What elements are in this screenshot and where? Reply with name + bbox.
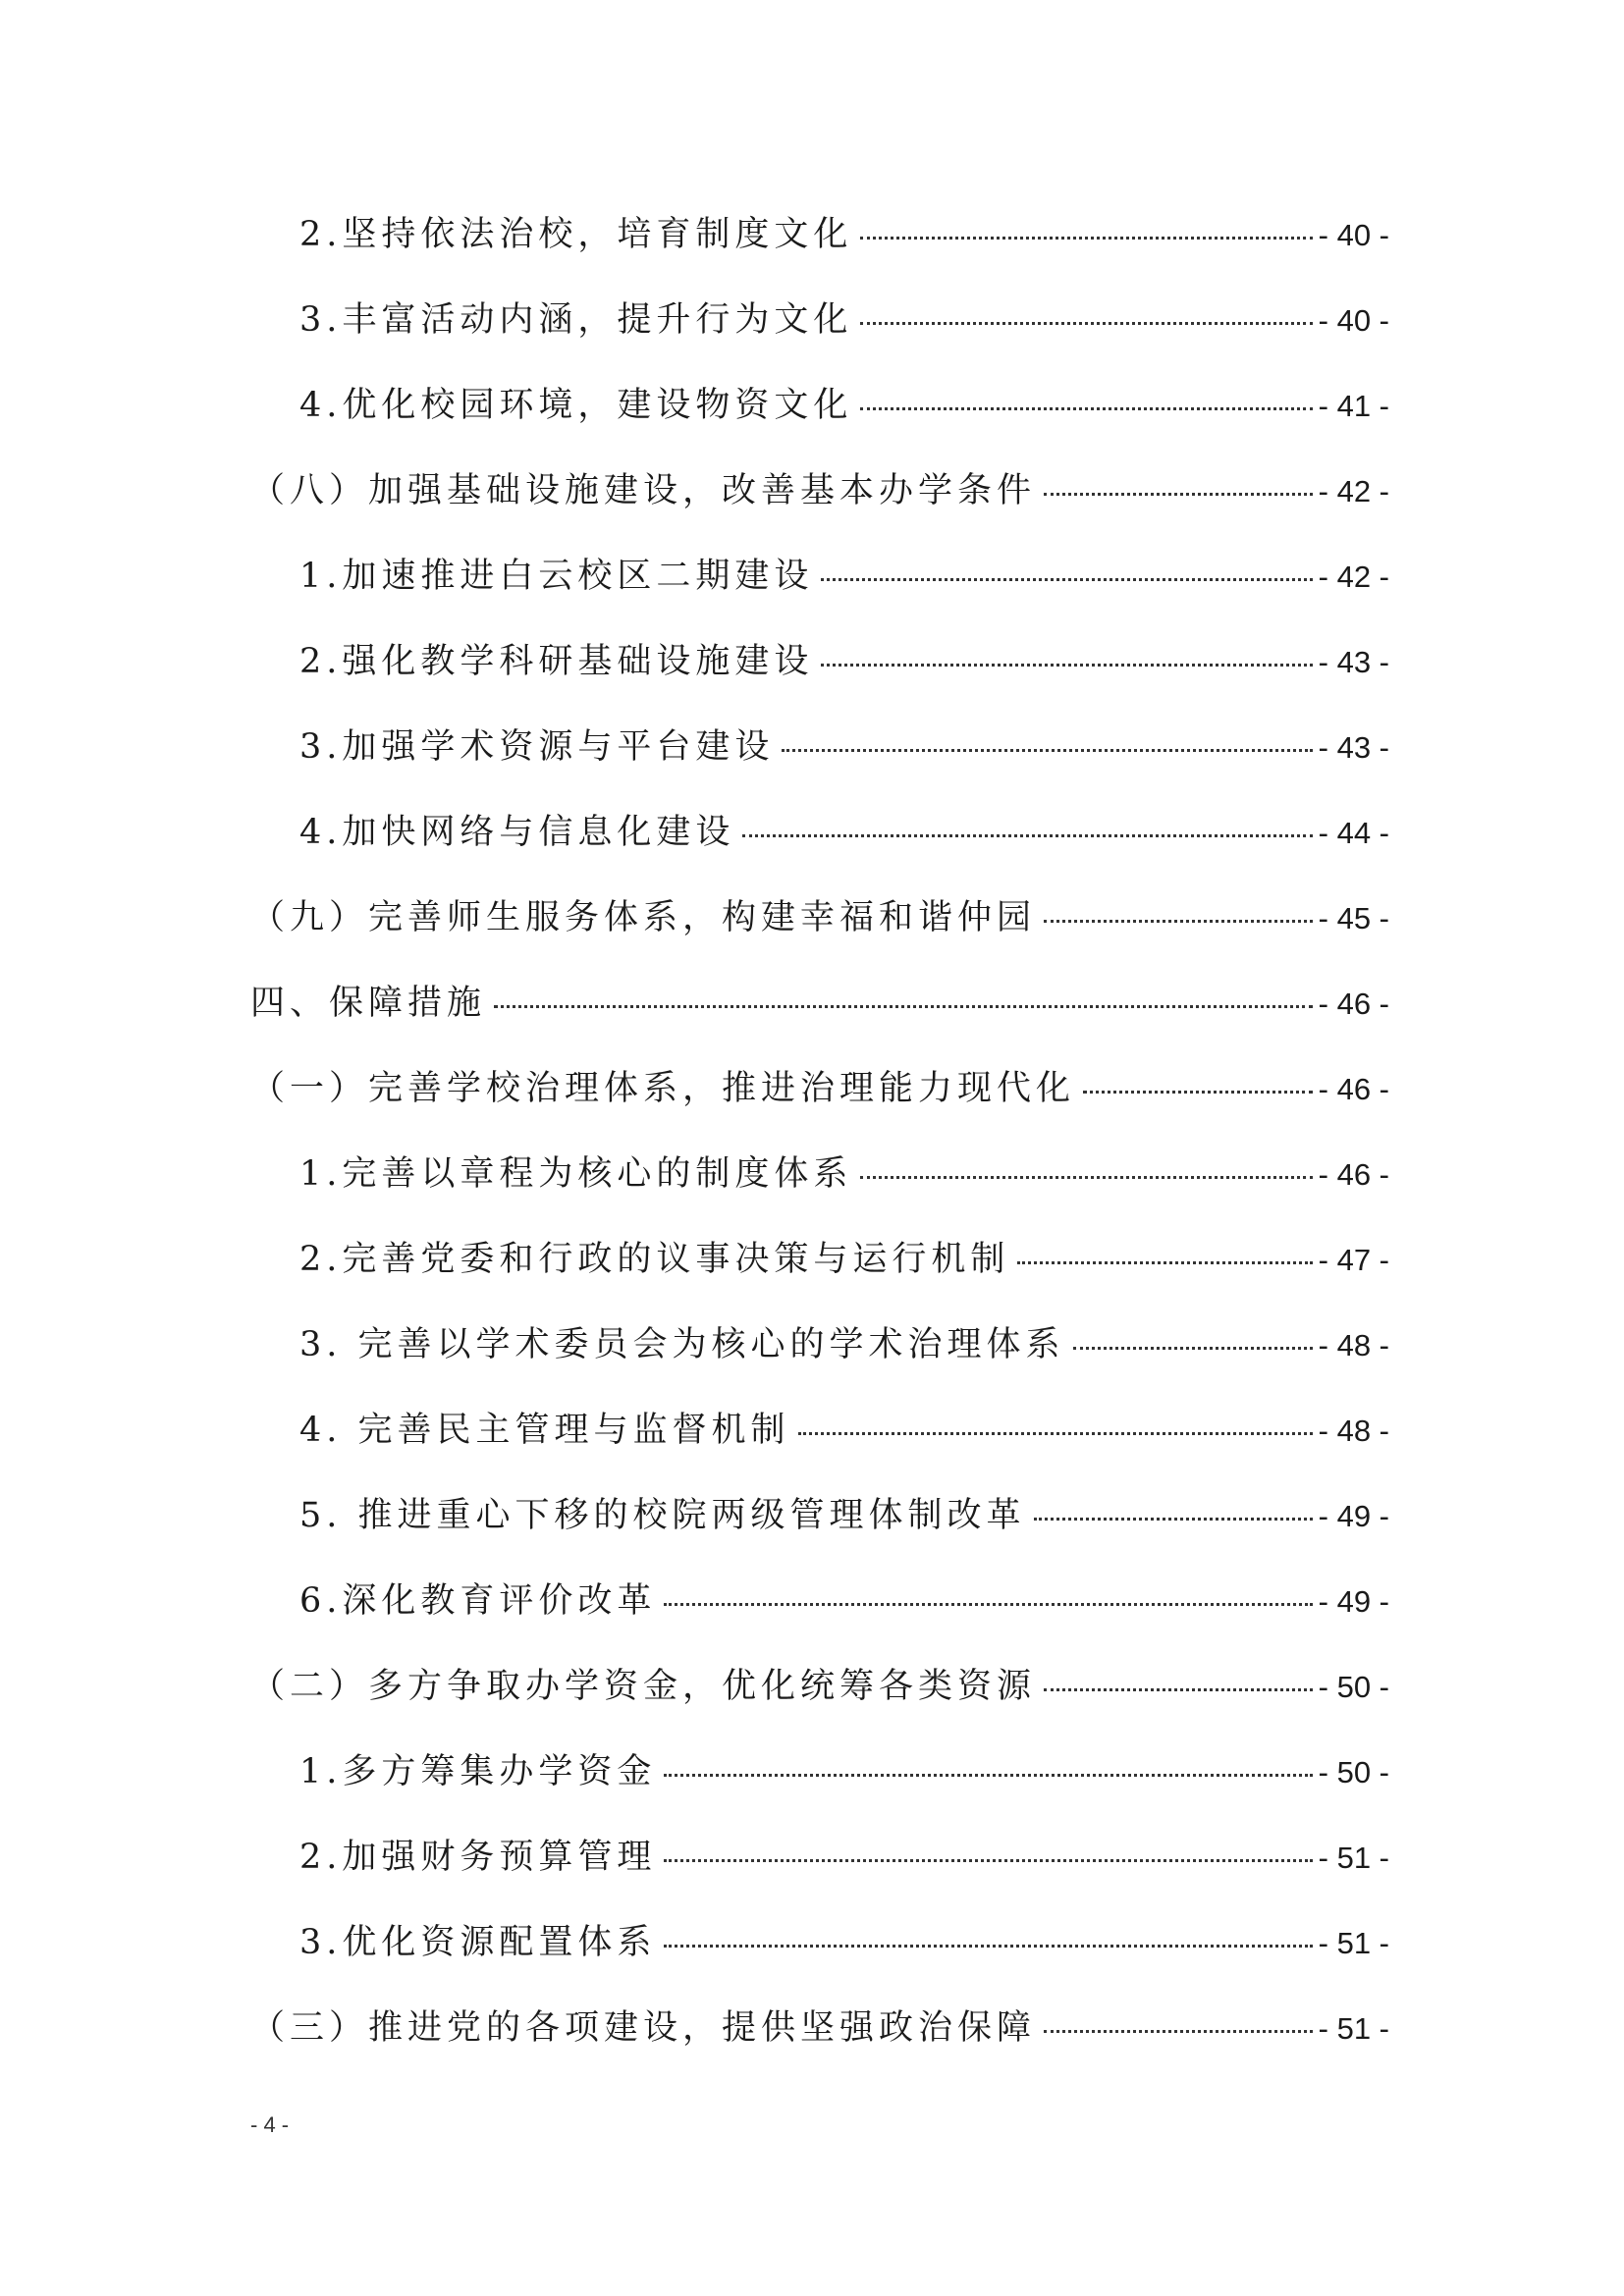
toc-entry-title: 4. 完善民主管理与监督机制: [299, 1411, 790, 1450]
toc-entry-title: 2.完善党委和行政的议事决策与运行机制: [299, 1240, 1010, 1279]
toc-dot-leader: [821, 664, 1312, 667]
toc-entry-page-number: - 50 -: [1318, 1755, 1389, 1789]
toc-dot-leader: [1044, 1688, 1313, 1691]
toc-entry-title: （三）推进党的各项建设，提供坚强政治保障: [250, 2008, 1037, 2048]
toc-entry-page-number: - 42 -: [1318, 560, 1389, 594]
toc-entry[interactable]: [250, 1491, 1389, 1576]
toc-entry-title: 3.加强学术资源与平台建设: [299, 727, 775, 767]
toc-dot-leader: [664, 1945, 1312, 1948]
toc-entry-title: 1.加速推进白云校区二期建设: [299, 557, 814, 596]
toc-entry-page-number: - 49 -: [1318, 1499, 1389, 1533]
toc-entry[interactable]: [250, 1662, 1389, 1747]
toc-dot-leader: [664, 1603, 1312, 1606]
toc-entry[interactable]: [250, 1320, 1389, 1406]
toc-entry-title: 4.加快网络与信息化建设: [299, 813, 735, 852]
toc-entry-page-number: - 43 -: [1318, 645, 1389, 679]
toc-entry-title: 2.加强财务预算管理: [299, 1838, 657, 1877]
toc-dot-leader: [1044, 2030, 1313, 2033]
toc-dot-leader: [860, 407, 1312, 410]
toc-entry[interactable]: [250, 979, 1389, 1064]
table-of-contents: [250, 210, 1389, 2089]
toc-dot-leader: [821, 578, 1312, 581]
toc-dot-leader: [1073, 1347, 1313, 1350]
toc-entry-page-number: - 51 -: [1318, 2011, 1389, 2046]
toc-entry-page-number: - 50 -: [1318, 1670, 1389, 1704]
toc-dot-leader: [742, 834, 1312, 837]
toc-dot-leader: [860, 1176, 1312, 1179]
toc-entry-page-number: - 45 -: [1318, 901, 1389, 935]
toc-entry[interactable]: [250, 722, 1389, 808]
toc-entry-title: 四、保障措施: [250, 984, 487, 1023]
toc-entry-page-number: - 40 -: [1318, 218, 1389, 252]
toc-entry-title: 3. 完善以学术委员会为核心的学术治理体系: [299, 1325, 1065, 1364]
toc-entry-page-number: - 48 -: [1318, 1328, 1389, 1362]
toc-entry-title: 4.优化校园环境，建设物资文化: [299, 386, 853, 425]
toc-entry-page-number: - 44 -: [1318, 816, 1389, 850]
toc-entry-page-number: - 49 -: [1318, 1584, 1389, 1619]
toc-dot-leader: [664, 1774, 1312, 1777]
toc-entry-title: 5. 推进重心下移的校院两级管理体制改革: [299, 1496, 1026, 1535]
toc-entry-title: 2.坚持依法治校，培育制度文化: [299, 215, 853, 254]
toc-dot-leader: [860, 237, 1312, 240]
toc-dot-leader: [782, 749, 1312, 752]
toc-entry[interactable]: [250, 2003, 1389, 2089]
toc-entry-page-number: - 41 -: [1318, 389, 1389, 423]
toc-entry-title: 3.优化资源配置体系: [299, 1923, 657, 1962]
toc-entry[interactable]: [250, 1918, 1389, 2003]
toc-entry[interactable]: [250, 381, 1389, 466]
toc-entry[interactable]: [250, 295, 1389, 381]
toc-entry-page-number: - 48 -: [1318, 1414, 1389, 1448]
toc-entry[interactable]: [250, 466, 1389, 552]
toc-entry-title: （九）完善师生服务体系，构建幸福和谐仲园: [250, 898, 1037, 937]
page-number-footer: - 4 -: [250, 2112, 290, 2137]
toc-entry-page-number: - 46 -: [1318, 1157, 1389, 1192]
toc-entry-title: 1.完善以章程为核心的制度体系: [299, 1154, 853, 1194]
toc-entry-title: 2.强化教学科研基础设施建设: [299, 642, 814, 681]
toc-entry-title: 6.深化教育评价改革: [299, 1581, 657, 1621]
toc-entry[interactable]: [250, 1833, 1389, 1918]
toc-entry-title: （二）多方争取办学资金，优化统筹各类资源: [250, 1667, 1037, 1706]
toc-dot-leader: [860, 322, 1312, 325]
toc-entry-page-number: - 51 -: [1318, 1926, 1389, 1960]
toc-entry[interactable]: [250, 552, 1389, 637]
toc-dot-leader: [1017, 1261, 1312, 1264]
toc-entry[interactable]: [250, 1576, 1389, 1662]
toc-entry[interactable]: [250, 1235, 1389, 1320]
toc-entry-title: 3.丰富活动内涵，提升行为文化: [299, 300, 853, 340]
toc-dot-leader: [1044, 920, 1313, 923]
toc-entry[interactable]: [250, 637, 1389, 722]
toc-entry-title: （一）完善学校治理体系，推进治理能力现代化: [250, 1069, 1076, 1108]
toc-entry-page-number: - 42 -: [1318, 474, 1389, 508]
toc-dot-leader: [1083, 1091, 1313, 1094]
toc-entry-title: 1.多方筹集办学资金: [299, 1752, 657, 1791]
toc-entry-page-number: - 47 -: [1318, 1243, 1389, 1277]
toc-entry[interactable]: [250, 1064, 1389, 1149]
toc-entry-page-number: - 40 -: [1318, 303, 1389, 338]
toc-dot-leader: [494, 1005, 1313, 1008]
toc-dot-leader: [1034, 1518, 1313, 1521]
toc-dot-leader: [1044, 493, 1313, 496]
toc-dot-leader: [664, 1859, 1312, 1862]
toc-dot-leader: [798, 1432, 1313, 1435]
toc-entry[interactable]: [250, 808, 1389, 893]
toc-entry-page-number: - 43 -: [1318, 730, 1389, 765]
toc-entry-page-number: - 51 -: [1318, 1841, 1389, 1875]
toc-entry-page-number: - 46 -: [1318, 1072, 1389, 1106]
toc-entry-page-number: - 46 -: [1318, 987, 1389, 1021]
toc-entry[interactable]: [250, 893, 1389, 979]
toc-entry[interactable]: [250, 1747, 1389, 1833]
toc-entry[interactable]: [250, 1406, 1389, 1491]
toc-entry[interactable]: [250, 210, 1389, 295]
toc-entry[interactable]: [250, 1149, 1389, 1235]
toc-entry-title: （八）加强基础设施建设，改善基本办学条件: [250, 471, 1037, 510]
